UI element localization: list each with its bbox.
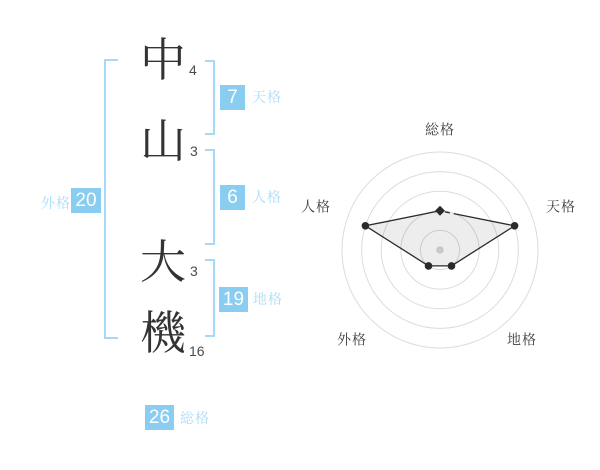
name-char-1: 中 [140, 34, 186, 86]
gaikaku-bracket [104, 59, 118, 339]
radar-axis-label-tenkaku: 天格 [546, 198, 576, 215]
radar-axis-label-jinkaku: 人格 [301, 198, 331, 215]
tenkaku-bracket [205, 60, 215, 135]
radar-axis-label-chikaku: 地格 [507, 331, 537, 348]
name-char-4: 機 [140, 307, 186, 359]
gaikaku-label: 外格 [41, 195, 71, 211]
chikaku-label: 地格 [253, 291, 283, 307]
tenkaku-label: 天格 [252, 89, 282, 105]
soukaku-value-badge: 26 [145, 405, 174, 430]
radar-axis-label-soukaku: 総格 [425, 121, 455, 138]
chikaku-value-badge: 19 [219, 287, 248, 312]
jinkaku-bracket [205, 149, 215, 245]
chikaku-bracket [205, 259, 215, 337]
soukaku-label: 総格 [180, 410, 210, 426]
jinkaku-value-badge: 6 [220, 185, 245, 210]
stroke-count-3: 3 [190, 263, 198, 279]
radar-axis-label-gaikaku: 外格 [337, 331, 367, 348]
jinkaku-label: 人格 [252, 189, 282, 205]
stroke-count-4: 16 [189, 343, 205, 359]
stroke-count-2: 3 [190, 143, 198, 159]
stroke-count-1: 4 [189, 62, 197, 78]
tenkaku-value-badge: 7 [220, 85, 245, 110]
gaikaku-value-badge: 20 [71, 188, 101, 213]
name-char-3: 大 [140, 236, 186, 288]
name-char-2: 山 [140, 115, 186, 167]
